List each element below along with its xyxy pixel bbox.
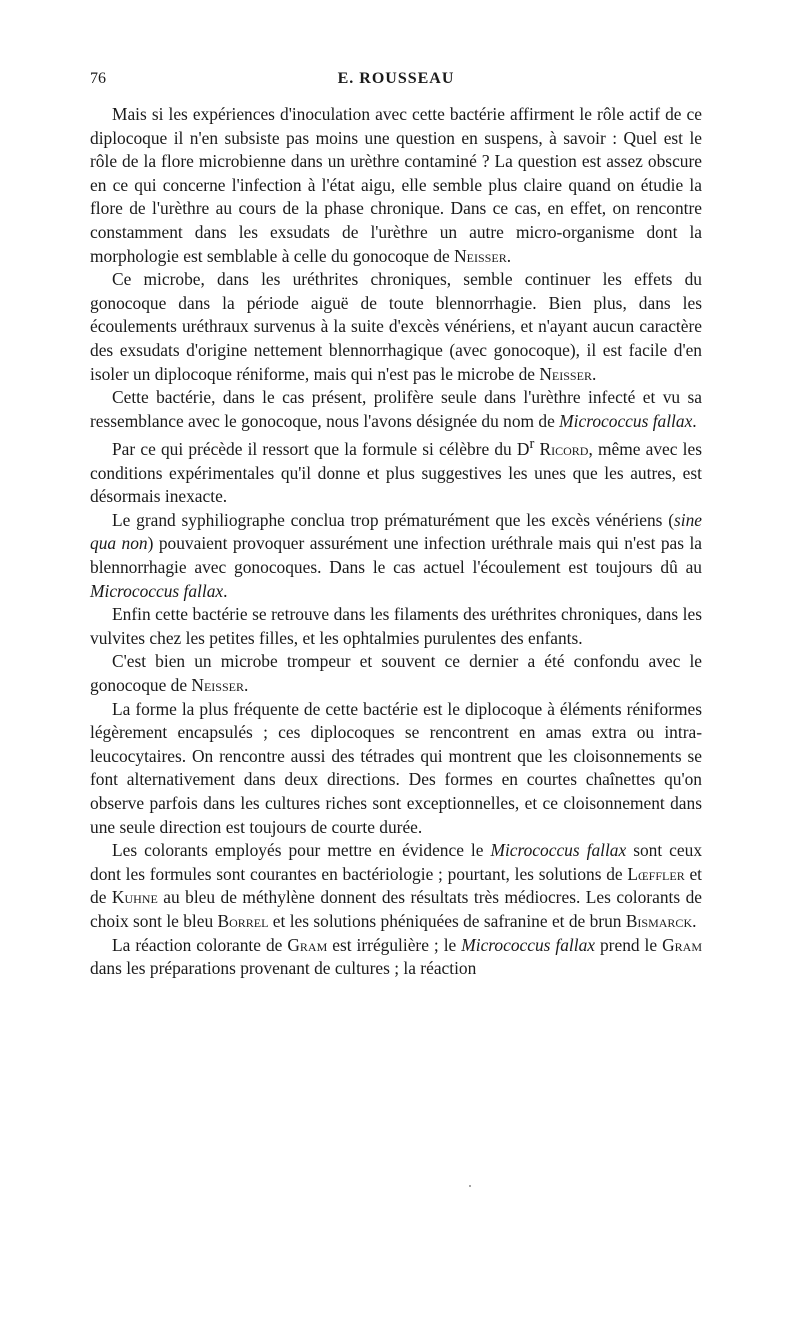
author-name: Neisser xyxy=(539,363,592,384)
superscript: r xyxy=(529,436,535,453)
author-name: Gram xyxy=(662,934,702,955)
author-name: Bismarck xyxy=(625,910,693,931)
text-span: au bleu de méthylène donnent des résultats très médiocres. Les colorants de choix sont le bleu xyxy=(90,887,702,931)
text-span: La forme la plus fréquente de cette bactérie est le diplocoque à éléments réniformes légèrement encapsulés ; ces diplocoques se rencontrent en amas extra ou intra-leucocytaires. On rencontre aussi des tétrades qui montrent que les cloisonnements se font alternativement dans deux directions. Des formes en courtes chaînettes qu'on observe parfois dans les cultures riches sont exceptionnelles, et ce cloisonnement dans une seule direction est toujours de courte durée. xyxy=(90,698,702,837)
text-span: Ce microbe, dans les uréthrites chroniques, semble continuer les effets du gonocoque dans la période aiguë de toute blennorrhagie. Bien plus, dans les écoulements uréthraux survenus à la suite d'excès vénériens, et n'ayant aucun caractère des exsudats d'origine nettement blennorrhagique (avec gonocoque), il est facile d'en isoler un diplocoque réniforme, mais qui n'est pas le microbe de xyxy=(90,269,702,384)
text-span: dans les préparations provenant de cultures ; la réaction xyxy=(90,958,477,979)
text-span: . xyxy=(506,245,512,266)
text-span: . xyxy=(591,363,597,384)
body-text xyxy=(90,103,702,981)
page-header xyxy=(90,70,702,92)
text-span: et de xyxy=(90,863,702,908)
text-span: prend le xyxy=(595,934,663,955)
paragraph-8 xyxy=(90,698,702,840)
paragraph-3 xyxy=(90,386,702,433)
paragraph-2 xyxy=(90,268,702,386)
running-title: E. ROUSSEAU xyxy=(337,70,455,87)
text-span: Par ce qui précède il ressort que la formule si célèbre du D xyxy=(112,439,530,460)
text-span: C'est bien un microbe trompeur et souvent ce dernier a été confondu avec le gonocoque de xyxy=(90,651,702,696)
text-span: . xyxy=(692,910,697,931)
text-span: est irrégulière ; le xyxy=(327,934,462,955)
text-span: , même avec les conditions expérimentales qu'il donne et plus suggestives les unes que les autres, est désormais inexacte. xyxy=(90,439,702,507)
author-name: Borrel xyxy=(217,910,269,931)
text-span: Les colorants employés pour mettre en évidence le xyxy=(112,840,491,861)
paragraph-1 xyxy=(90,103,702,268)
author-name: Neisser xyxy=(454,245,507,266)
text-span: Enfin cette bactérie se retrouve dans les filaments des uréthrites chroniques, dans les vulvites chez les petites filles, et les ophtalmies purulentes des enfants. xyxy=(90,604,702,648)
text-span: et les solutions phéniquées de safranine et de brun xyxy=(268,910,626,931)
paragraph-4 xyxy=(90,433,702,509)
text-span: Le grand syphiliographe conclua trop prématurément que les excès vénériens ( xyxy=(112,509,674,530)
species-name: Micrococcus fallax xyxy=(559,410,693,431)
text-span: La réaction colorante de xyxy=(112,934,288,955)
paragraph-6 xyxy=(90,603,702,650)
author-name: Gram xyxy=(287,934,328,955)
author-name: Ricord xyxy=(539,439,589,460)
author-name: Lœffler xyxy=(627,863,685,884)
paragraph-5 xyxy=(90,509,702,603)
species-name: Micrococcus fallax xyxy=(461,934,596,955)
page-number: 76 xyxy=(90,70,106,87)
species-name: Micrococcus fallax xyxy=(490,840,627,861)
author-name: Kuhne xyxy=(111,887,158,908)
paragraph-10 xyxy=(90,934,702,981)
text-span: Mais si les expériences d'inoculation avec cette bactérie affirment le rôle actif de ce diplocoque il n'en subsiste pas moins une question en suspens, à savoir : Quel est le rôle de la flore microbienne dans un urèthre contaminé ? La question est assez obscure en ce qui concerne l'infection à l'état aigu, elle semble plus claire quand on étudie la flore de l'urèthre au cours de la phase chronique. Dans ce cas, en effet, on rencontre constamment dans les exsudats de l'urèthre un autre micro-organisme dont la morphologie est semblable à celle du gonocoque de xyxy=(90,104,702,266)
text-span: ) pouvaient provoquer assurément une infection uréthrale mais qui n'est pas la blennorrhagie avec gonocoques. Dans le cas actuel l'écoulement est toujours dû au xyxy=(90,533,702,578)
text-span: sont ceux dont les formules sont courantes en bactériologie ; pourtant, les solutions de xyxy=(90,840,703,884)
print-speck xyxy=(469,1185,471,1187)
text-span: Cette bactérie, dans le cas présent, prolifère seule dans l'urèthre infecté et vu sa ressemblance avec le gonocoque, nous l'avons désignée du nom de xyxy=(90,387,702,431)
paragraph-7 xyxy=(90,650,702,697)
text-span: . xyxy=(223,580,228,601)
paragraph-9 xyxy=(90,839,702,933)
text-span: . xyxy=(244,675,249,696)
text-span: . xyxy=(692,410,697,431)
latin-phrase: sine qua non xyxy=(90,509,702,554)
species-name: Micrococcus fallax xyxy=(90,580,224,601)
author-name: Neisser xyxy=(191,675,244,696)
